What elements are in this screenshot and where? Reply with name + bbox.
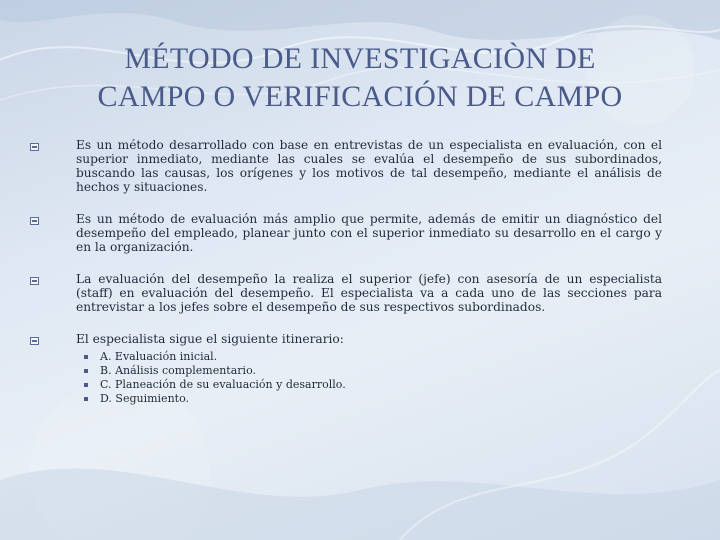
itinerary-item: [84, 392, 662, 406]
itinerary-item-text: C. Planeación de su evaluación y desarrollo.: [100, 378, 346, 391]
slide-title: [30, 40, 690, 116]
itinerary-list: [84, 350, 662, 406]
bullet-item: [30, 212, 662, 254]
small-square-icon: [84, 383, 88, 387]
slide-content: [30, 138, 662, 406]
itinerary-item-text: D. Seguimiento.: [100, 392, 189, 405]
slide-title-line-2: CAMPO O VERIFICACIÓN DE CAMPO: [97, 80, 623, 113]
square-bullet-icon: [30, 277, 39, 285]
bullet-text: El especialista sigue el siguiente itinerario:: [76, 332, 344, 346]
itinerary-item-text: B. Análisis complementario.: [100, 364, 256, 377]
bullet-item: [30, 332, 662, 346]
small-square-icon: [84, 355, 88, 359]
small-square-icon: [84, 397, 88, 401]
square-bullet-icon: [30, 337, 39, 345]
slide-title-line-1: MÉTODO DE INVESTIGACIÒN DE: [124, 42, 596, 75]
bullet-item: [30, 138, 662, 194]
itinerary-item-text: A. Evaluación inicial.: [100, 350, 218, 363]
itinerary-item: [84, 350, 662, 364]
small-square-icon: [84, 369, 88, 373]
bullet-text: Es un método de evaluación más amplio que permite, además de emitir un diagnóstico del desempeño del empleado, planear junto con el superior inmediato su desarrollo en el cargo y en la organización.: [76, 212, 662, 254]
square-bullet-icon: [30, 217, 39, 225]
itinerary-item: [84, 364, 662, 378]
bullet-text: Es un método desarrollado con base en entrevistas de un especialista en evaluación, con el superior inmediato, mediante las cuales se evalúa el desempeño de sus subordinados, buscando las causas, los orígenes y los motivos de tal desempeño, mediante el análisis de hechos y situaciones.: [76, 138, 662, 194]
itinerary-item: [84, 378, 662, 392]
bullet-item: [30, 272, 662, 314]
bullet-text: La evaluación del desempeño la realiza el superior (jefe) con asesoría de un especialista (staff) en evaluación del desempeño. El especialista va a cada uno de las secciones para entrevistar a los jefes sobre el desempeño de sus respectivos subordinados.: [76, 272, 662, 314]
square-bullet-icon: [30, 143, 39, 151]
